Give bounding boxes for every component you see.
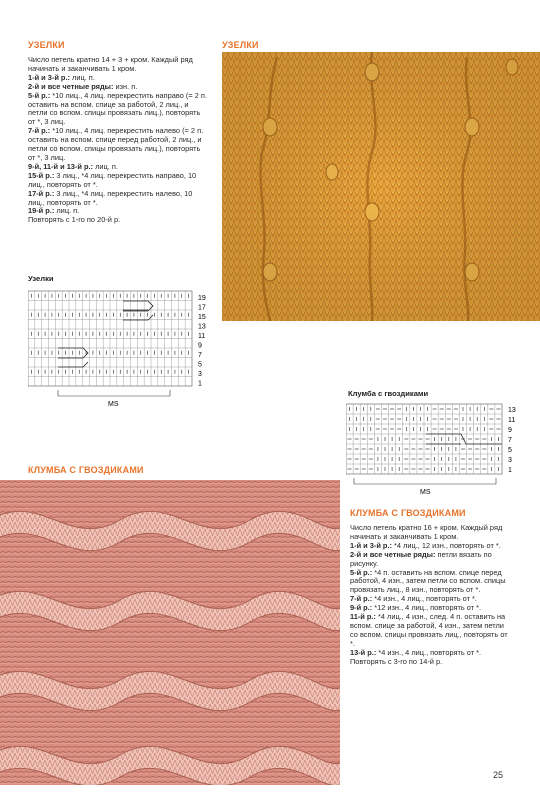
chart-row-numbers — [198, 295, 206, 388]
knit-texture-orange — [222, 52, 540, 321]
pattern2-chart-grid — [346, 400, 536, 500]
pattern1-row: 19-й р.: лиц. п. — [28, 206, 80, 216]
row-number: 5 — [508, 447, 512, 454]
pattern1-repeat: Повторять с 1-го по 20-й р. — [28, 215, 121, 225]
pattern1-row: 15-й р.: 3 лиц., *4 лиц. перекрестить направо, 10 лиц., повторять от *. — [28, 170, 197, 189]
row-number: 7 — [508, 437, 512, 444]
row-number: 1 — [198, 380, 202, 388]
chart-row-numbers — [508, 407, 516, 474]
pattern2-row: 13-й р.: *4 изн., 4 лиц., повторять от *. — [350, 647, 482, 657]
pattern1-photo-heading: УЗЕЛКИ — [222, 40, 259, 50]
pattern2-chart — [346, 400, 536, 500]
pattern2-repeat: Повторять с 3-го по 14-й р. — [350, 656, 443, 666]
pattern2-knit-photo — [0, 480, 340, 785]
row-number: 11 — [508, 417, 516, 424]
row-number: 11 — [198, 333, 206, 340]
pattern2-row: 11-й р.: *4 лиц., 4 изн., след. 4 п. оставить на вспом. спице за работой, 4 изн., затем петли со вспом. спицы провязать лиц., повторять от *. — [350, 612, 508, 648]
row-number: 7 — [198, 352, 202, 359]
row-number: 3 — [508, 457, 512, 464]
repeat-label: MS — [420, 489, 431, 496]
row-number: 15 — [198, 314, 206, 321]
row-number: 13 — [198, 323, 206, 331]
pattern1-heading: УЗЕЛКИ — [28, 40, 65, 50]
knit-texture-pink — [0, 480, 340, 785]
pattern2-row: 9-й р.: *12 изн., 4 лиц., повторять от *. — [350, 603, 482, 613]
pattern1-row: 17-й р.: 3 лиц., *4 лиц. перекрестить налево, 10 лиц., повторять от *. — [28, 188, 193, 207]
pattern2-row: 1-й и 3-й р.: *4 лиц., 12 изн., повторять от *. — [350, 540, 501, 550]
pattern2-row: 5-й р.: *4 п. оставить на вспом. спице перед работой, 4 изн., затем петли со вспом. спицы провязать лиц., 8 изн., повторять от *. — [350, 567, 506, 595]
pattern1-chart — [28, 286, 218, 411]
row-number: 13 — [508, 407, 516, 414]
pattern2-chart-title: Клумба с гвоздиками — [348, 389, 429, 398]
repeat-label: MS — [108, 401, 119, 408]
row-number: 19 — [198, 295, 206, 302]
pattern2-heading: КЛУМБА С ГВОЗДИКАМИ — [350, 508, 466, 518]
repeat-bracket — [354, 478, 496, 484]
pattern1-row: 2-й и все четные ряды: изн. п. — [28, 81, 138, 91]
pattern1-instructions — [28, 56, 208, 225]
pattern1-knit-photo — [222, 52, 540, 321]
pattern1-row: 7-й р.: *10 лиц., 4 лиц. перекрестить налево (= 2 п. оставить на вспом. спице перед работой, 2 лиц., и петли со вспом. спицы провязать лиц.), повторять от *, 3 лиц. — [28, 126, 204, 162]
row-number: 17 — [198, 304, 206, 312]
row-number: 9 — [198, 342, 202, 350]
pattern2-row: 2-й и все четные ряды: петли вязать по рисунку. — [350, 549, 492, 568]
pattern1-row: 5-й р.: *10 лиц., 4 лиц. перекрестить направо (= 2 п. оставить на вспом. спице за работой, 2 лиц., и петли со вспом. спицы провязать лиц.), повторять от *, 3 лиц. — [28, 90, 207, 127]
pattern2-row: 7-й р.: *4 изн., 4 лиц., повторять от *. — [350, 594, 477, 604]
repeat-bracket — [58, 390, 170, 396]
row-number: 3 — [198, 371, 202, 378]
pattern2-intro: Число петель кратно 16 + кром. Каждый ряд начинать и заканчивать 1 кром. — [350, 523, 503, 541]
pattern1-chart-grid — [28, 286, 218, 411]
pattern1-intro: Число петель кратно 14 + 3 + кром. Каждый ряд начинать и заканчивать 1 кром. — [28, 55, 193, 73]
pattern2-instructions — [350, 524, 508, 667]
row-number: 1 — [508, 467, 512, 474]
pattern1-chart-title: Узелки — [28, 274, 54, 283]
pattern1-row: 1-й и 3-й р.: лиц. п. — [28, 72, 95, 82]
page-number: 25 — [493, 770, 504, 780]
row-number: 9 — [508, 427, 512, 434]
row-number: 5 — [198, 361, 202, 369]
pattern2-photo-heading: КЛУМБА С ГВОЗДИКАМИ — [28, 465, 144, 475]
pattern1-row: 9-й, 11-й и 13-й р.: лиц. п. — [28, 161, 118, 171]
